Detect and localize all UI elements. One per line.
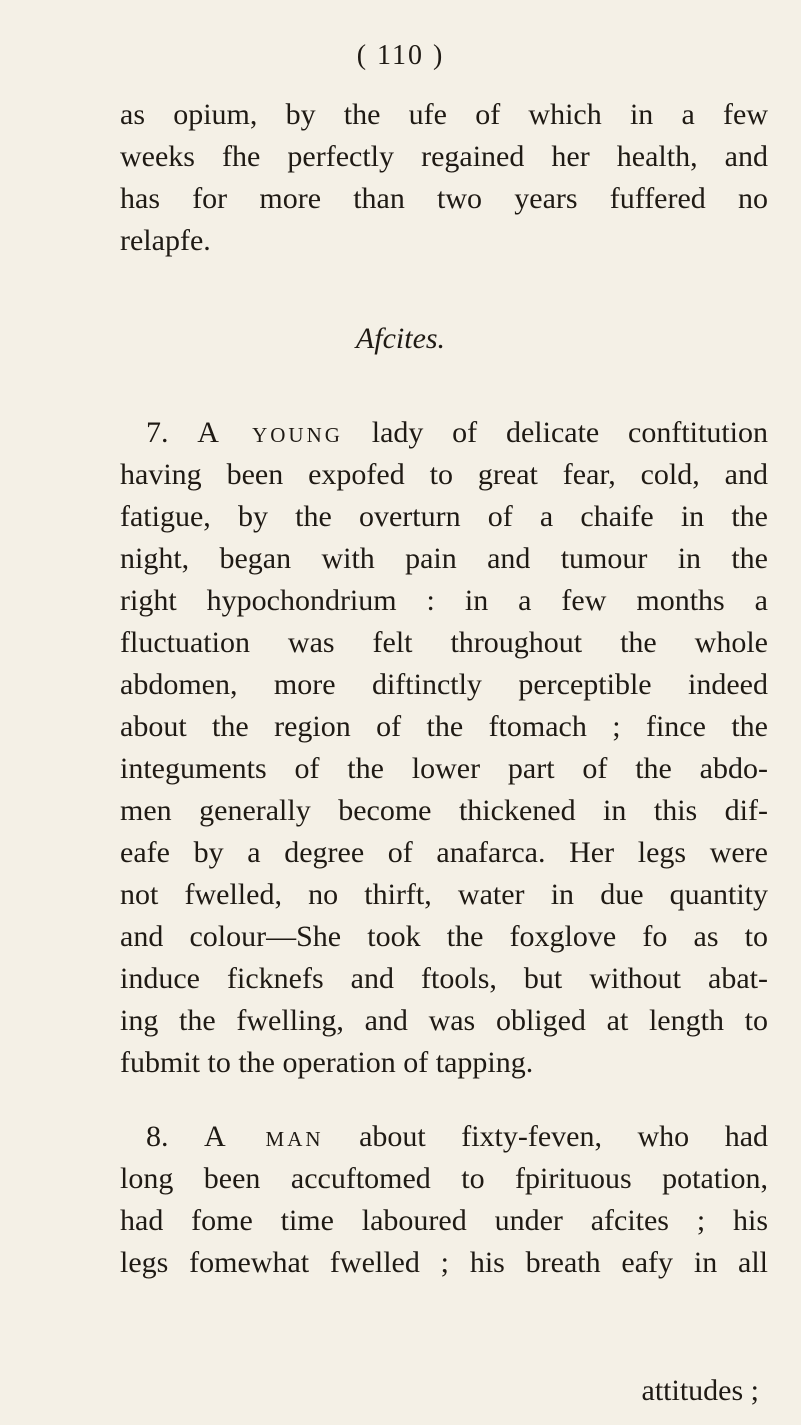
text-line: and colour—She took the foxglove fo as to — [120, 920, 768, 953]
text-line: not fwelled, no thirft, water in due quantity — [120, 878, 768, 911]
text-line: right hypochondrium : in a few months a — [120, 584, 768, 617]
text-line: night, began with pain and tumour in the — [120, 542, 768, 575]
text-line: had fome time laboured under afcites ; his — [120, 1204, 768, 1237]
text-line: as opium, by the ufe of which in a few — [120, 98, 768, 131]
text-line: long been accuftomed to fpirituous potation, — [120, 1162, 768, 1195]
text-line: fluctuation was felt throughout the whole — [120, 626, 768, 659]
text-line: eafe by a degree of anafarca. Her legs were — [120, 836, 768, 869]
text-run: about fixty-feven, who had — [359, 1120, 769, 1153]
case-lead-words: A young — [197, 416, 343, 449]
text-line: legs fomewhat fwelled ; his breath eafy in all — [120, 1246, 768, 1279]
text-line: having been expofed to great fear, cold, and — [120, 458, 768, 491]
case-number: 7. — [146, 416, 169, 449]
section-title: Afcites. — [355, 322, 446, 355]
text-line: relapfe. — [120, 224, 211, 257]
case-8-first-line — [146, 1116, 768, 1158]
text-line: about the region of the ftomach ; fince the — [120, 710, 768, 743]
text-line: integuments of the lower part of the abdo- — [120, 752, 768, 785]
catchword: attitudes ; — [641, 1374, 759, 1407]
page-number: ( 110 ) — [356, 40, 445, 71]
case-lead-words: A man — [204, 1120, 324, 1153]
text-line: ing the fwelling, and was obliged at length to — [120, 1004, 768, 1037]
text-line: fubmit to the operation of tapping. — [120, 1046, 534, 1079]
text-run: lady of delicate conftitution — [371, 416, 769, 449]
case-number: 8. — [146, 1120, 169, 1153]
text-line: weeks fhe perfectly regained her health, and — [120, 140, 768, 173]
case-7-first-line — [146, 412, 768, 454]
text-line: abdomen, more diftinctly perceptible indeed — [120, 668, 768, 701]
text-line: has for more than two years fuffered no — [120, 182, 768, 215]
text-line: induce ficknefs and ftools, but without abat- — [120, 962, 768, 995]
text-line: fatigue, by the overturn of a chaife in the — [120, 500, 768, 533]
text-line: men generally become thickened in this dif- — [120, 794, 768, 827]
